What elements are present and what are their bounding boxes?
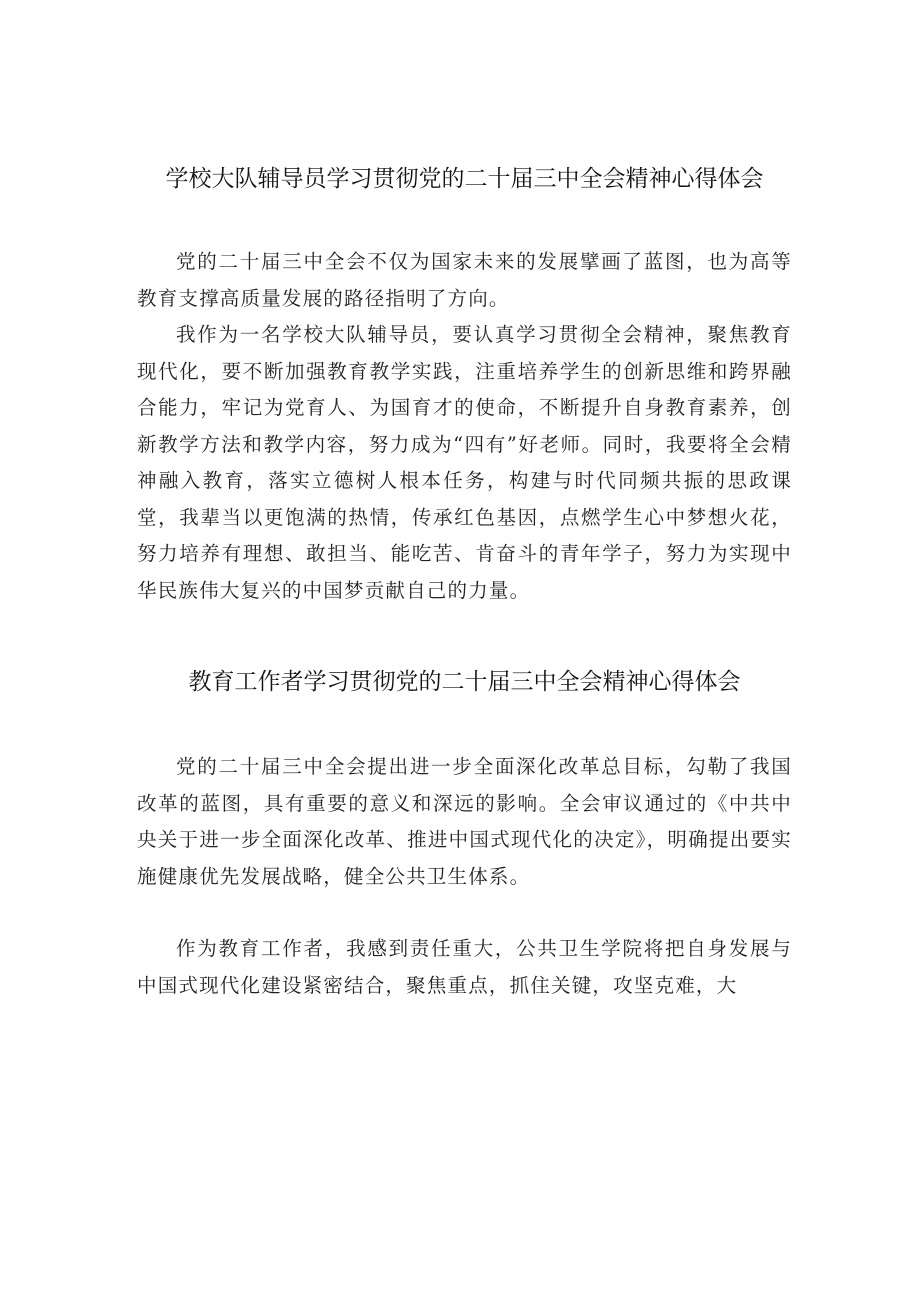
document-content <box>137 160 792 1004</box>
spacer <box>137 609 792 663</box>
spacer <box>137 198 792 244</box>
article-1-paragraph-1: 党的二十届三中全会不仅为国家未来的发展擘画了蓝图，也为高等教育支撑高质量发展的路径指明了方向。 <box>137 250 792 310</box>
article-2-paragraph-2: 作为教育工作者，我感到责任重大，公共卫生学院将把自身发展与中国式现代化建设紧密结合，聚焦重点，抓住关键，攻坚克难，大 <box>137 937 792 997</box>
spacer <box>137 701 792 749</box>
article-2-title: 教育工作者学习贯彻党的二十届三中全会精神心得体会 <box>188 669 741 695</box>
article-1-title: 学校大队辅导员学习贯彻党的二十届三中全会精神心得体会 <box>165 166 764 192</box>
article-1-paragraph-2: 我作为一名学校大队辅导员，要认真学习贯彻全会精神，聚焦教育现代化，要不断加强教育教学实践，注重培养学生的创新思维和跨界融合能力，牢记为党育人、为国育才的使命，不断提升自身教育素养，创新教学方法和教学内容，努力成为“四有”好老师。同时，我要将全会精神融入教育，落实立德树人根本任务，构建与时代同频共振的思政课堂，我辈当以更饱满的热情，传承红色基因，点燃学生心中梦想火花，努力培养有理想、敢担当、能吃苦、肯奋斗的青年学子，努力为实现中华民族伟大复兴的中国梦贡献自己的力量。 <box>137 323 792 602</box>
spacer <box>137 895 792 931</box>
article-2-paragraph-1: 党的二十届三中全会提出进一步全面深化改革总目标，勾勒了我国改革的蓝图，具有重要的意义和深远的影响。全会审议通过的《中共中央关于进一步全面深化改革、推进中国式现代化的决定》，明确提出要实施健康优先发展战略，健全公共卫生体系。 <box>137 755 792 888</box>
